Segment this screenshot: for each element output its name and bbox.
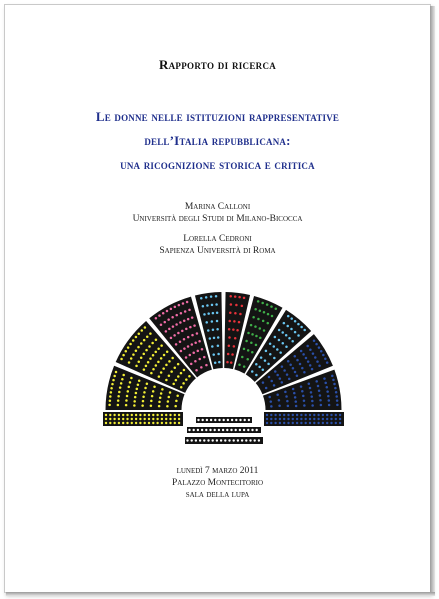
author-name-2: Lorella Cedroni bbox=[183, 234, 252, 244]
author-affiliation-2: Sapienza Università di Roma bbox=[159, 246, 276, 256]
author-name-1: Marina Calloni bbox=[184, 202, 251, 212]
title-line-2: dell’Italia repubblicana: bbox=[144, 133, 291, 148]
author-affiliation-1: Università degli Studi di Milano-Bicocca bbox=[132, 214, 303, 224]
event-venue: Palazzo Montecitorio bbox=[171, 478, 264, 488]
parliament-hemicycle-icon bbox=[101, 288, 346, 451]
document-page bbox=[4, 4, 431, 593]
event-date: lunedì 7 marzo 2011 bbox=[176, 466, 259, 476]
event-room: sala della lupa bbox=[185, 490, 250, 500]
report-label: Rapporto di ricerca bbox=[158, 57, 277, 72]
page-shadow-bottom bbox=[6, 592, 435, 596]
title-line-3: una ricognizione storica e critica bbox=[120, 157, 315, 172]
page-shadow-right bbox=[430, 6, 435, 594]
title-line-1: Le donne nelle istituzioni rappresentative bbox=[95, 109, 340, 124]
